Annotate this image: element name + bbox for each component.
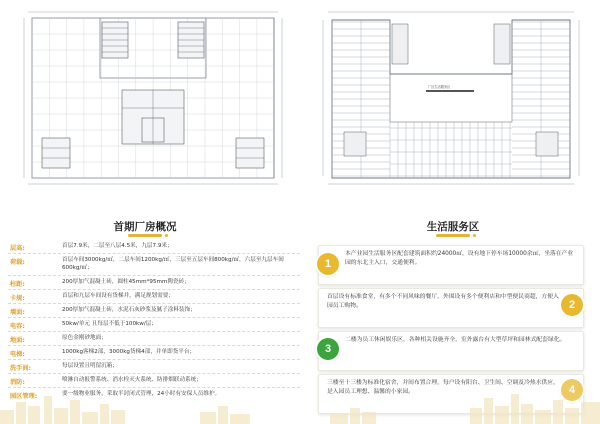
spec-divider xyxy=(8,317,300,318)
city-skyline-decoration xyxy=(0,384,600,424)
spec-label: 墙面: xyxy=(10,309,25,316)
heading-underline-right xyxy=(436,234,470,237)
spec-text: 首层7.9米，二层至八层4.5米，九层7.9米； xyxy=(62,243,173,249)
heading-dot-right xyxy=(473,234,476,237)
spec-divider xyxy=(8,373,300,374)
service-area-heading: 生活服务区 xyxy=(426,221,480,233)
spec-label: 荷载: xyxy=(10,259,25,266)
spec-label: 洗手间: xyxy=(10,365,32,372)
spec-text: 50kw/单元 且每层不低于100kw/层； xyxy=(62,321,157,327)
spec-label: 层高: xyxy=(10,245,25,252)
spec-divider xyxy=(8,275,300,276)
spec-text: 1000kg客梯2部，3000kg货梯4部，并单即货平台； xyxy=(62,349,196,355)
step-badge-4: 4 xyxy=(561,379,583,401)
card-text: 二楼为员工休闲娱乐区，各种相关设施齐全，室外露台有大型草坪和园林式配套绿化。 xyxy=(345,337,566,343)
factory-overview-heading: 首期厂房概况 xyxy=(113,221,177,233)
spec-text: 每层设置且明留沉箱； xyxy=(62,363,118,369)
spec-label: 园区管理: xyxy=(10,393,38,400)
card-text: 本产业园生活服务区配套建筑面积约24000㎡，设有地下停车场10000余㎡，坐落在产业园的东北主入口，交通便利。 xyxy=(345,251,574,266)
spec-text: 首层和九层车间设有货梯井，满足规划需要； xyxy=(62,293,174,299)
spec-text: 要一级物业服务，采取半封闭式管理，24小时有安保人员维护。 xyxy=(62,391,221,397)
step-badge-2: 2 xyxy=(561,294,583,316)
spec-divider xyxy=(8,303,300,304)
service-card-2 xyxy=(318,288,584,328)
spec-label: 柱距: xyxy=(10,281,25,288)
spec-text: 200厚加气混凝土砖，水泥石灰砂浆及腻子涂料装饰； xyxy=(62,307,196,313)
spec-divider xyxy=(8,331,300,332)
heading-dot-left xyxy=(165,234,168,237)
spec-text: 200厚加气混凝土砖，圆柱45mm*95mm陶瓷砖； xyxy=(62,279,190,285)
spec-label: 卡规: xyxy=(10,295,25,302)
card-text: 首层设有标准食堂，有多个不同风味的餐厅，外围设有多个便利店和中型便民商超，方便入园员工购物。 xyxy=(327,294,559,309)
card-text: 三楼至十三楼为标准化宿舍，并间布置合理，每户设有阳台、卫生间、空调及冷热水供应，是入园员工理想、温馨的小家园。 xyxy=(327,380,559,395)
spec-label: 电梯: xyxy=(10,351,25,358)
heading-underline-left xyxy=(128,234,162,237)
service-area-plan xyxy=(320,8,582,188)
step-badge-3: 3 xyxy=(317,338,339,360)
spec-label: 消防: xyxy=(10,379,25,386)
spec-label: 地面: xyxy=(10,337,25,344)
spec-divider xyxy=(8,289,300,290)
spec-text: 喷淋自动报警系统、消水栓灭火系统、防排烟联动系统； xyxy=(62,377,202,383)
step-badge-1: 1 xyxy=(317,253,339,275)
spec-divider xyxy=(8,345,300,346)
spec-label: 电容: xyxy=(10,323,25,330)
spec-divider xyxy=(8,253,300,254)
service-card-3 xyxy=(318,331,584,371)
ground-floor-plan xyxy=(22,8,284,188)
plan-label: 厂区生活服务区 xyxy=(428,85,451,89)
service-card-1 xyxy=(318,245,584,285)
spec-text: 首层车间3000kg/㎡，二层车间1200kg/㎡，三层至五层车间800kg/㎡，六层至九层车间600kg/㎡； xyxy=(62,257,284,272)
spec-divider xyxy=(8,359,300,360)
spec-text: 原色金刚砂地面； xyxy=(62,335,107,341)
